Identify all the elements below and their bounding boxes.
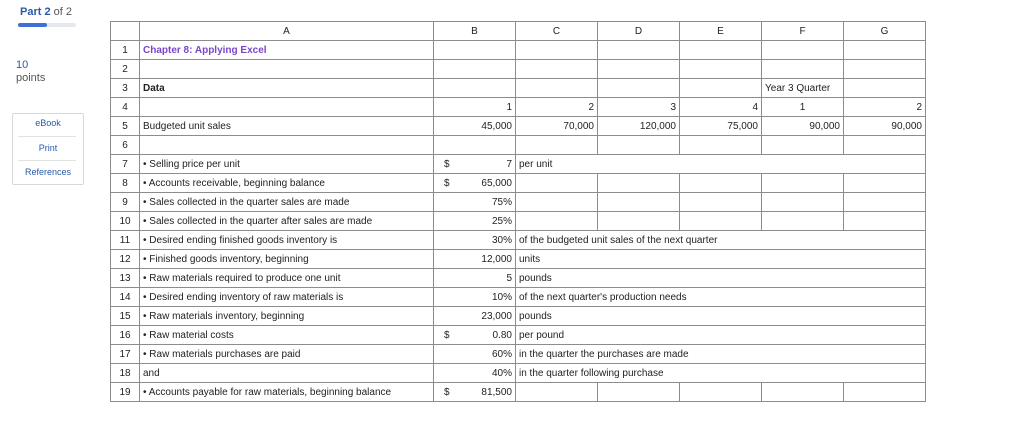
sheet-row — [111, 98, 926, 117]
cell-g[interactable]: 2 — [844, 98, 926, 117]
cell-f[interactable] — [762, 193, 844, 212]
row-number: 4 — [111, 98, 140, 117]
column-header-g[interactable]: G — [844, 22, 926, 41]
cell-f[interactable] — [762, 136, 844, 155]
cell-c[interactable]: pounds — [516, 307, 926, 326]
sheet-row — [111, 326, 926, 345]
cell-value: 30% — [491, 234, 512, 246]
sheet-row — [111, 136, 926, 155]
cell-d[interactable] — [598, 383, 680, 402]
ebook-link[interactable]: eBook — [35, 118, 61, 128]
points-value: 10 — [16, 59, 29, 71]
cell-c[interactable]: per unit — [516, 155, 926, 174]
cell-f[interactable] — [762, 60, 844, 79]
cell-g[interactable] — [844, 136, 926, 155]
print-link[interactable]: Print — [38, 143, 58, 153]
cell-a[interactable]: • Raw materials purchases are paid — [140, 345, 434, 364]
cell-d[interactable]: 120,000 — [598, 117, 680, 136]
part-of: of 2 — [53, 6, 72, 18]
row-number: 18 — [111, 364, 140, 383]
cell-a[interactable]: • Sales collected in the quarter sales are made — [140, 193, 434, 212]
cell-g[interactable]: 90,000 — [844, 117, 926, 136]
cell-g[interactable] — [844, 174, 926, 193]
cell-c[interactable]: 70,000 — [516, 117, 598, 136]
cell-d[interactable] — [598, 193, 680, 212]
row-number: 15 — [111, 307, 140, 326]
cell-f[interactable]: Year 3 Quarter — [762, 79, 844, 98]
cell-a[interactable] — [140, 136, 434, 155]
cell-e[interactable]: 4 — [680, 98, 762, 117]
cell-c[interactable] — [516, 174, 598, 193]
row-number: 14 — [111, 288, 140, 307]
cell-c[interactable] — [516, 41, 598, 60]
sheet-row — [111, 364, 926, 383]
cell-b[interactable] — [434, 364, 516, 383]
row-number: 9 — [111, 193, 140, 212]
row-number: 17 — [111, 345, 140, 364]
cell-a[interactable]: Data — [140, 79, 434, 98]
sheet-row — [111, 231, 926, 250]
cell-b[interactable] — [434, 212, 516, 231]
sheet-row — [111, 345, 926, 364]
cell-f[interactable] — [762, 174, 844, 193]
cell-value: 75% — [491, 196, 512, 208]
sheet-row — [111, 174, 926, 193]
cell-b[interactable] — [434, 307, 516, 326]
cell-b[interactable] — [434, 136, 516, 155]
part-progress-fill — [18, 23, 47, 27]
cell-a[interactable]: • Raw materials inventory, beginning — [140, 307, 434, 326]
cell-c[interactable] — [516, 193, 598, 212]
cell-b[interactable] — [434, 155, 516, 174]
cell-b[interactable] — [434, 60, 516, 79]
cell-a[interactable]: • Sales collected in the quarter after sales are made — [140, 212, 434, 231]
cell-value: 10% — [491, 291, 512, 303]
cell-value: 40% — [491, 367, 512, 379]
cell-b[interactable] — [434, 193, 516, 212]
sheet-row — [111, 269, 926, 288]
row-number: 13 — [111, 269, 140, 288]
cell-f[interactable]: 1 — [762, 98, 844, 117]
cell-d[interactable] — [598, 79, 680, 98]
cell-d[interactable] — [598, 174, 680, 193]
cell-e[interactable]: 75,000 — [680, 117, 762, 136]
cell-c[interactable]: of the next quarter's production needs — [516, 288, 926, 307]
cell-a[interactable] — [140, 60, 434, 79]
cell-c[interactable] — [516, 383, 598, 402]
cell-value: 23,000 — [481, 310, 512, 322]
cell-b[interactable] — [434, 41, 516, 60]
cell-e[interactable] — [680, 79, 762, 98]
cell-value: 81,500 — [481, 386, 512, 398]
cell-g[interactable] — [844, 79, 926, 98]
cell-a[interactable]: • Desired ending finished goods inventory is — [140, 231, 434, 250]
cell-c[interactable]: units — [516, 250, 926, 269]
sheet-row — [111, 250, 926, 269]
cell-b[interactable] — [434, 231, 516, 250]
cell-a[interactable]: Budgeted unit sales — [140, 117, 434, 136]
cell-e[interactable] — [680, 193, 762, 212]
cell-g[interactable] — [844, 383, 926, 402]
cell-a[interactable] — [140, 98, 434, 117]
cell-f[interactable] — [762, 212, 844, 231]
column-header-row — [111, 22, 926, 41]
cell-b[interactable] — [434, 345, 516, 364]
column-header-f[interactable]: F — [762, 22, 844, 41]
corner-header — [111, 22, 140, 41]
cell-f[interactable] — [762, 383, 844, 402]
currency-symbol: $ — [444, 158, 450, 170]
spreadsheet — [110, 21, 926, 402]
cell-d[interactable] — [598, 212, 680, 231]
row-number: 7 — [111, 155, 140, 174]
part-indicator — [20, 6, 72, 18]
currency-symbol: $ — [444, 177, 450, 189]
row-number: 2 — [111, 60, 140, 79]
column-header-a[interactable]: A — [140, 22, 434, 41]
row-number: 12 — [111, 250, 140, 269]
cell-d[interactable] — [598, 41, 680, 60]
sheet-row — [111, 383, 926, 402]
column-header-d[interactable]: D — [598, 22, 680, 41]
cell-b[interactable] — [434, 383, 516, 402]
row-number: 1 — [111, 41, 140, 60]
cell-c[interactable] — [516, 136, 598, 155]
cell-b[interactable]: 1 — [434, 98, 516, 117]
cell-c[interactable] — [516, 79, 598, 98]
cell-e[interactable] — [680, 41, 762, 60]
cell-b[interactable] — [434, 174, 516, 193]
sheet-row — [111, 288, 926, 307]
cell-e[interactable] — [680, 174, 762, 193]
cell-g[interactable] — [844, 212, 926, 231]
divider — [18, 136, 76, 137]
row-number: 16 — [111, 326, 140, 345]
row-number: 11 — [111, 231, 140, 250]
sheet-row — [111, 212, 926, 231]
cell-g[interactable] — [844, 193, 926, 212]
cell-c[interactable]: in the quarter the purchases are made — [516, 345, 926, 364]
row-number: 19 — [111, 383, 140, 402]
row-number: 5 — [111, 117, 140, 136]
cell-a[interactable]: • Accounts receivable, beginning balance — [140, 174, 434, 193]
cell-g[interactable] — [844, 41, 926, 60]
cell-a[interactable]: • Selling price per unit — [140, 155, 434, 174]
cell-a[interactable]: Chapter 8: Applying Excel — [140, 41, 434, 60]
cell-e[interactable] — [680, 60, 762, 79]
cell-value: 7 — [506, 158, 512, 170]
row-number: 3 — [111, 79, 140, 98]
divider — [18, 160, 76, 161]
cell-value: 0.80 — [492, 329, 512, 341]
cell-b[interactable]: 45,000 — [434, 117, 516, 136]
cell-c[interactable]: pounds — [516, 269, 926, 288]
cell-a[interactable]: • Accounts payable for raw materials, beginning balance — [140, 383, 434, 402]
column-header-c[interactable]: C — [516, 22, 598, 41]
cell-b[interactable] — [434, 288, 516, 307]
cell-a[interactable]: • Raw material costs — [140, 326, 434, 345]
row-number: 8 — [111, 174, 140, 193]
points-label: points — [16, 72, 46, 84]
cell-value: 60% — [491, 348, 512, 360]
cell-b[interactable] — [434, 250, 516, 269]
cell-g[interactable] — [844, 60, 926, 79]
cell-a[interactable]: and — [140, 364, 434, 383]
part-label: Part 2 — [20, 6, 51, 18]
cell-d[interactable] — [598, 136, 680, 155]
currency-symbol: $ — [444, 386, 450, 398]
cell-a[interactable]: • Raw materials required to produce one unit — [140, 269, 434, 288]
cell-c[interactable]: in the quarter following purchase — [516, 364, 926, 383]
row-number: 10 — [111, 212, 140, 231]
sheet-row — [111, 117, 926, 136]
cell-c[interactable] — [516, 60, 598, 79]
cell-value: 25% — [491, 215, 512, 227]
cell-c[interactable]: per pound — [516, 326, 926, 345]
cell-b[interactable] — [434, 269, 516, 288]
cell-value: 5 — [506, 272, 512, 284]
part-progress-bar — [18, 23, 76, 27]
sheet-row — [111, 79, 926, 98]
cell-value: 65,000 — [481, 177, 512, 189]
points-block — [16, 59, 45, 85]
sheet-row — [111, 41, 926, 60]
references-link[interactable]: References — [24, 167, 72, 177]
cell-a[interactable]: • Desired ending inventory of raw materials is — [140, 288, 434, 307]
cell-f[interactable]: 90,000 — [762, 117, 844, 136]
cell-d[interactable]: 3 — [598, 98, 680, 117]
sheet-row — [111, 60, 926, 79]
row-number: 6 — [111, 136, 140, 155]
sheet-row — [111, 193, 926, 212]
cell-c[interactable]: 2 — [516, 98, 598, 117]
cell-f[interactable] — [762, 41, 844, 60]
cell-value: 12,000 — [481, 253, 512, 265]
cell-a[interactable]: • Finished goods inventory, beginning — [140, 250, 434, 269]
cell-d[interactable] — [598, 60, 680, 79]
cell-c[interactable] — [516, 212, 598, 231]
sheet-row — [111, 155, 926, 174]
cell-e[interactable] — [680, 136, 762, 155]
cell-b[interactable] — [434, 79, 516, 98]
currency-symbol: $ — [444, 329, 450, 341]
cell-e[interactable] — [680, 212, 762, 231]
cell-e[interactable] — [680, 383, 762, 402]
column-header-b[interactable]: B — [434, 22, 516, 41]
cell-c[interactable]: of the budgeted unit sales of the next quarter — [516, 231, 926, 250]
sheet-row — [111, 307, 926, 326]
cell-b[interactable] — [434, 326, 516, 345]
column-header-e[interactable]: E — [680, 22, 762, 41]
